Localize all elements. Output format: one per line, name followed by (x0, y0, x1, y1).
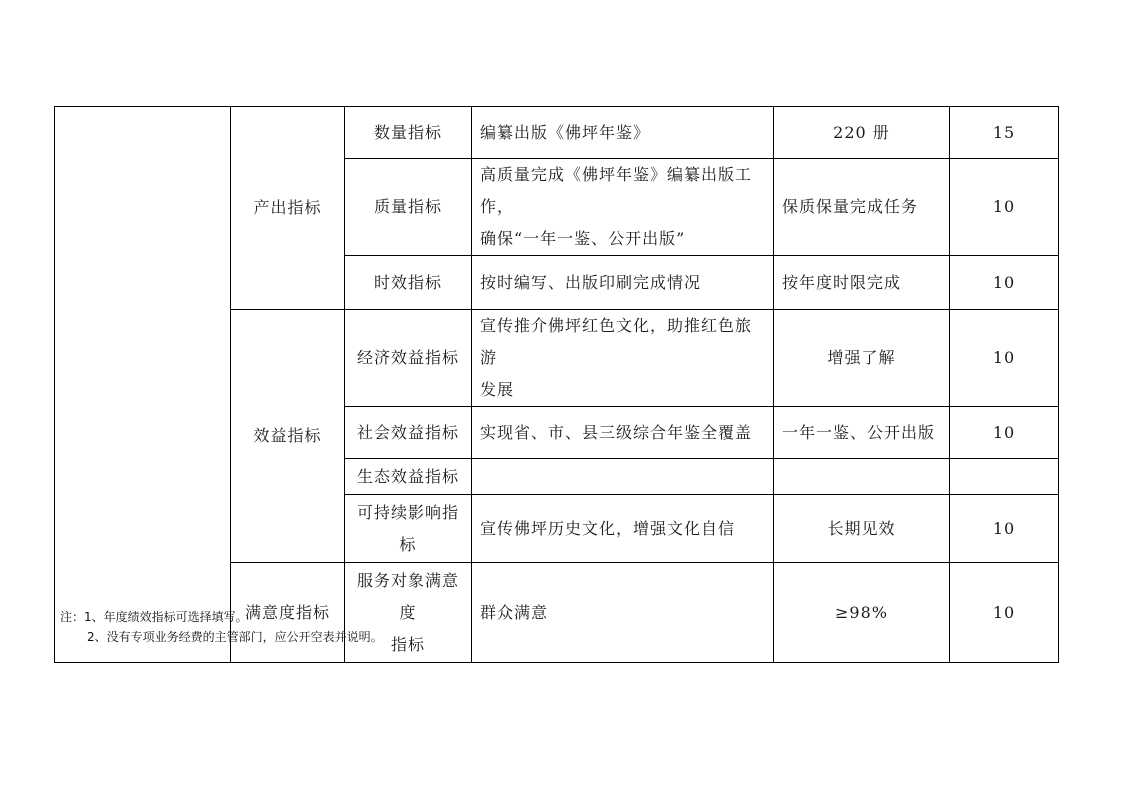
indicator-line: 度 (399, 602, 417, 622)
category-output: 产出指标 (231, 107, 345, 310)
score-cell: 10 (950, 310, 1059, 407)
footnote-2: 2、没有专项业务经费的主管部门，应公开空表并说明。 (87, 630, 383, 644)
indicator-cell: 质量指标 (345, 159, 472, 256)
indicator-line: 指标 (390, 634, 425, 654)
target-cell (774, 459, 950, 495)
indicator-line: 服务对象满意 (356, 570, 459, 590)
footnotes (60, 607, 383, 647)
score-cell: 10 (950, 563, 1059, 663)
indicator-cell: 生态效益指标 (345, 459, 472, 495)
score-cell: 10 (950, 256, 1059, 310)
content-cell: 宣传佛坪历史文化，增强文化自信 (472, 495, 774, 563)
performance-indicator-table (54, 106, 1059, 663)
indicator-line: 可持续影响指 (356, 502, 459, 522)
content-cell (472, 310, 774, 407)
score-cell (950, 459, 1059, 495)
target-cell: 保质保量完成任务 (774, 159, 950, 256)
content-line: 高质量完成《佛坪年鉴》编纂出版工作， (480, 165, 753, 216)
target-cell: 一年一鉴、公开出版 (774, 407, 950, 459)
blank-left-cell (55, 107, 231, 663)
category-satisfaction: 满意度指标 (231, 563, 345, 663)
content-line: 发展 (480, 380, 515, 399)
indicator-line: 标 (399, 534, 417, 554)
target-cell: 按年度时限完成 (774, 256, 950, 310)
indicator-cell: 数量指标 (345, 107, 472, 159)
score-cell: 15 (950, 107, 1059, 159)
score-cell: 10 (950, 495, 1059, 563)
content-line: 确保“一年一鉴、公开出版” (480, 229, 686, 248)
footnote-1: 注：1、年度绩效指标可选择填写。 (60, 610, 248, 624)
content-cell: 按时编写、出版印刷完成情况 (472, 256, 774, 310)
content-cell: 群众满意 (472, 563, 774, 663)
content-cell: 实现省、市、县三级综合年鉴全覆盖 (472, 407, 774, 459)
indicator-cell: 经济效益指标 (345, 310, 472, 407)
content-line: 宣传推介佛坪红色文化，助推红色旅游 (480, 316, 753, 367)
indicator-cell: 社会效益指标 (345, 407, 472, 459)
score-cell: 10 (950, 159, 1059, 256)
target-cell: 长期见效 (774, 495, 950, 563)
indicator-cell (345, 495, 472, 563)
score-cell: 10 (950, 407, 1059, 459)
content-cell (472, 459, 774, 495)
category-benefit: 效益指标 (231, 310, 345, 563)
content-cell (472, 159, 774, 256)
target-cell: 220 册 (774, 107, 950, 159)
indicator-cell: 时效指标 (345, 256, 472, 310)
target-cell: ≥98% (774, 563, 950, 663)
content-cell: 编纂出版《佛坪年鉴》 (472, 107, 774, 159)
target-cell: 增强了解 (774, 310, 950, 407)
